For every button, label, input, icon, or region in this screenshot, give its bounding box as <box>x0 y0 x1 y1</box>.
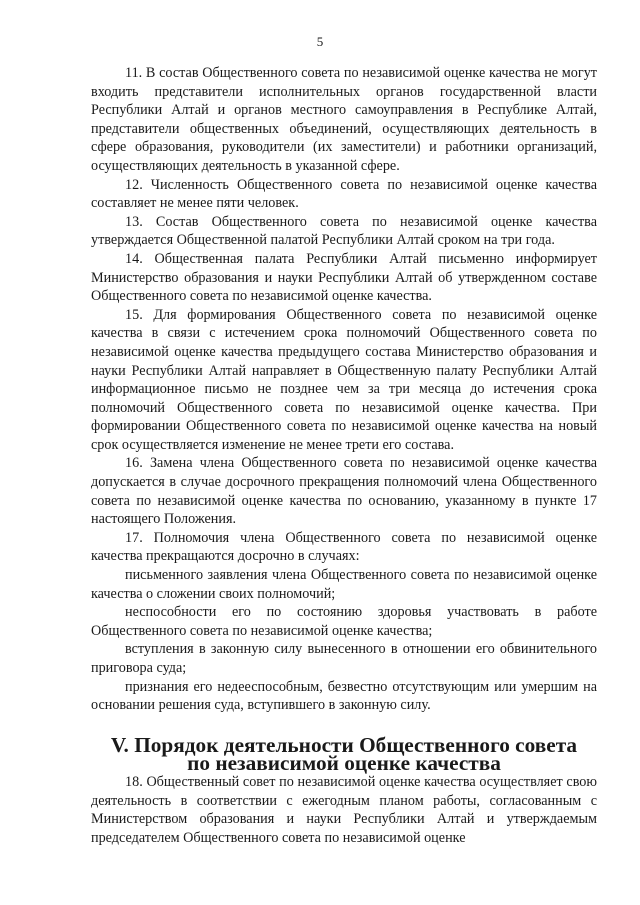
paragraph-13: 13. Состав Общественного совета по независимой оценке качества утверждается Общественной палатой Республики Алтай сроком на три года. <box>91 213 597 249</box>
paragraph-14: 14. Общественная палата Республики Алтай письменно информирует Министерство образования и науки Республики Алтай об утвержденном составе Общественного совета по независимой оценке качества. <box>91 250 597 305</box>
paragraph-18: 18. Общественный совет по независимой оценке качества осуществляет свою деятельность в соответствии с ежегодным планом работы, согласованным с Министерством образования и науки Республики Алтай и утверждаемым председателем Общественного совета по независимой оценке <box>91 773 597 846</box>
paragraph-17: 17. Полномочия члена Общественного совета по независимой оценке качества прекращаются досрочно в случаях: <box>91 529 597 565</box>
section-heading-line-1: V. Порядок деятельности Общественного совета <box>110 732 578 757</box>
paragraph-12: 12. Численность Общественного совета по независимой оценке качества составляет не менее пяти человек. <box>91 176 597 212</box>
page-number: 5 <box>316 34 324 49</box>
paragraph-16: 16. Замена члена Общественного совета по независимой оценке качества допускается в случае досрочного прекращения полномочий члена Общественного совета по независимой оценке качества по основанию, указанному в пункте 17 настоящего Положения. <box>91 455 597 528</box>
paragraph-17-case-incapacity: признания его недееспособным, безвестно отсутствующим или умершим на основании решения суда, вступившего в законную силу. <box>91 678 597 714</box>
section-heading <box>91 732 597 776</box>
paragraph-15: 15. Для формирования Общественного совета по независимой оценке качества в связи с истечением срока полномочий Общественного совета по независимой оценке качества предыдущего состава Министерство образования и науки Республики Алтай направляет в Общественную палату Республики Алтай информационное письмо не позднее чем за три месяца до истечения срока полномочий Общественного совета по независимой оценке качества. При формировании Общественного совета по независимой оценке качества на новый срок осуществляется изменение не менее трети его состава. <box>91 306 597 453</box>
paragraph-17-case-resignation: письменного заявления члена Общественного совета по независимой оценке качества о сложении своих полномочий; <box>91 567 597 602</box>
section-heading-line-2: по независимой оценке качества <box>187 751 501 776</box>
paragraph-17-case-health: неспособности его по состоянию здоровья участвовать в работе Общественного совета по независимой оценке качества; <box>91 604 597 639</box>
document-body <box>91 64 597 847</box>
paragraph-17-case-conviction: вступления в законную силу вынесенного в отношении его обвинительного приговора суда; <box>91 641 597 676</box>
paragraph-11: 11. В состав Общественного совета по независимой оценке качества не могут входить представители исполнительных органов государственной власти Республики Алтай и органов местного самоуправления в Республике Алтай, представители общественных объединений, осуществляющих деятельность в сфере образования, руководители (их заместители) и работники организаций, осуществляющих деятельность в указанной сфере. <box>91 65 597 174</box>
